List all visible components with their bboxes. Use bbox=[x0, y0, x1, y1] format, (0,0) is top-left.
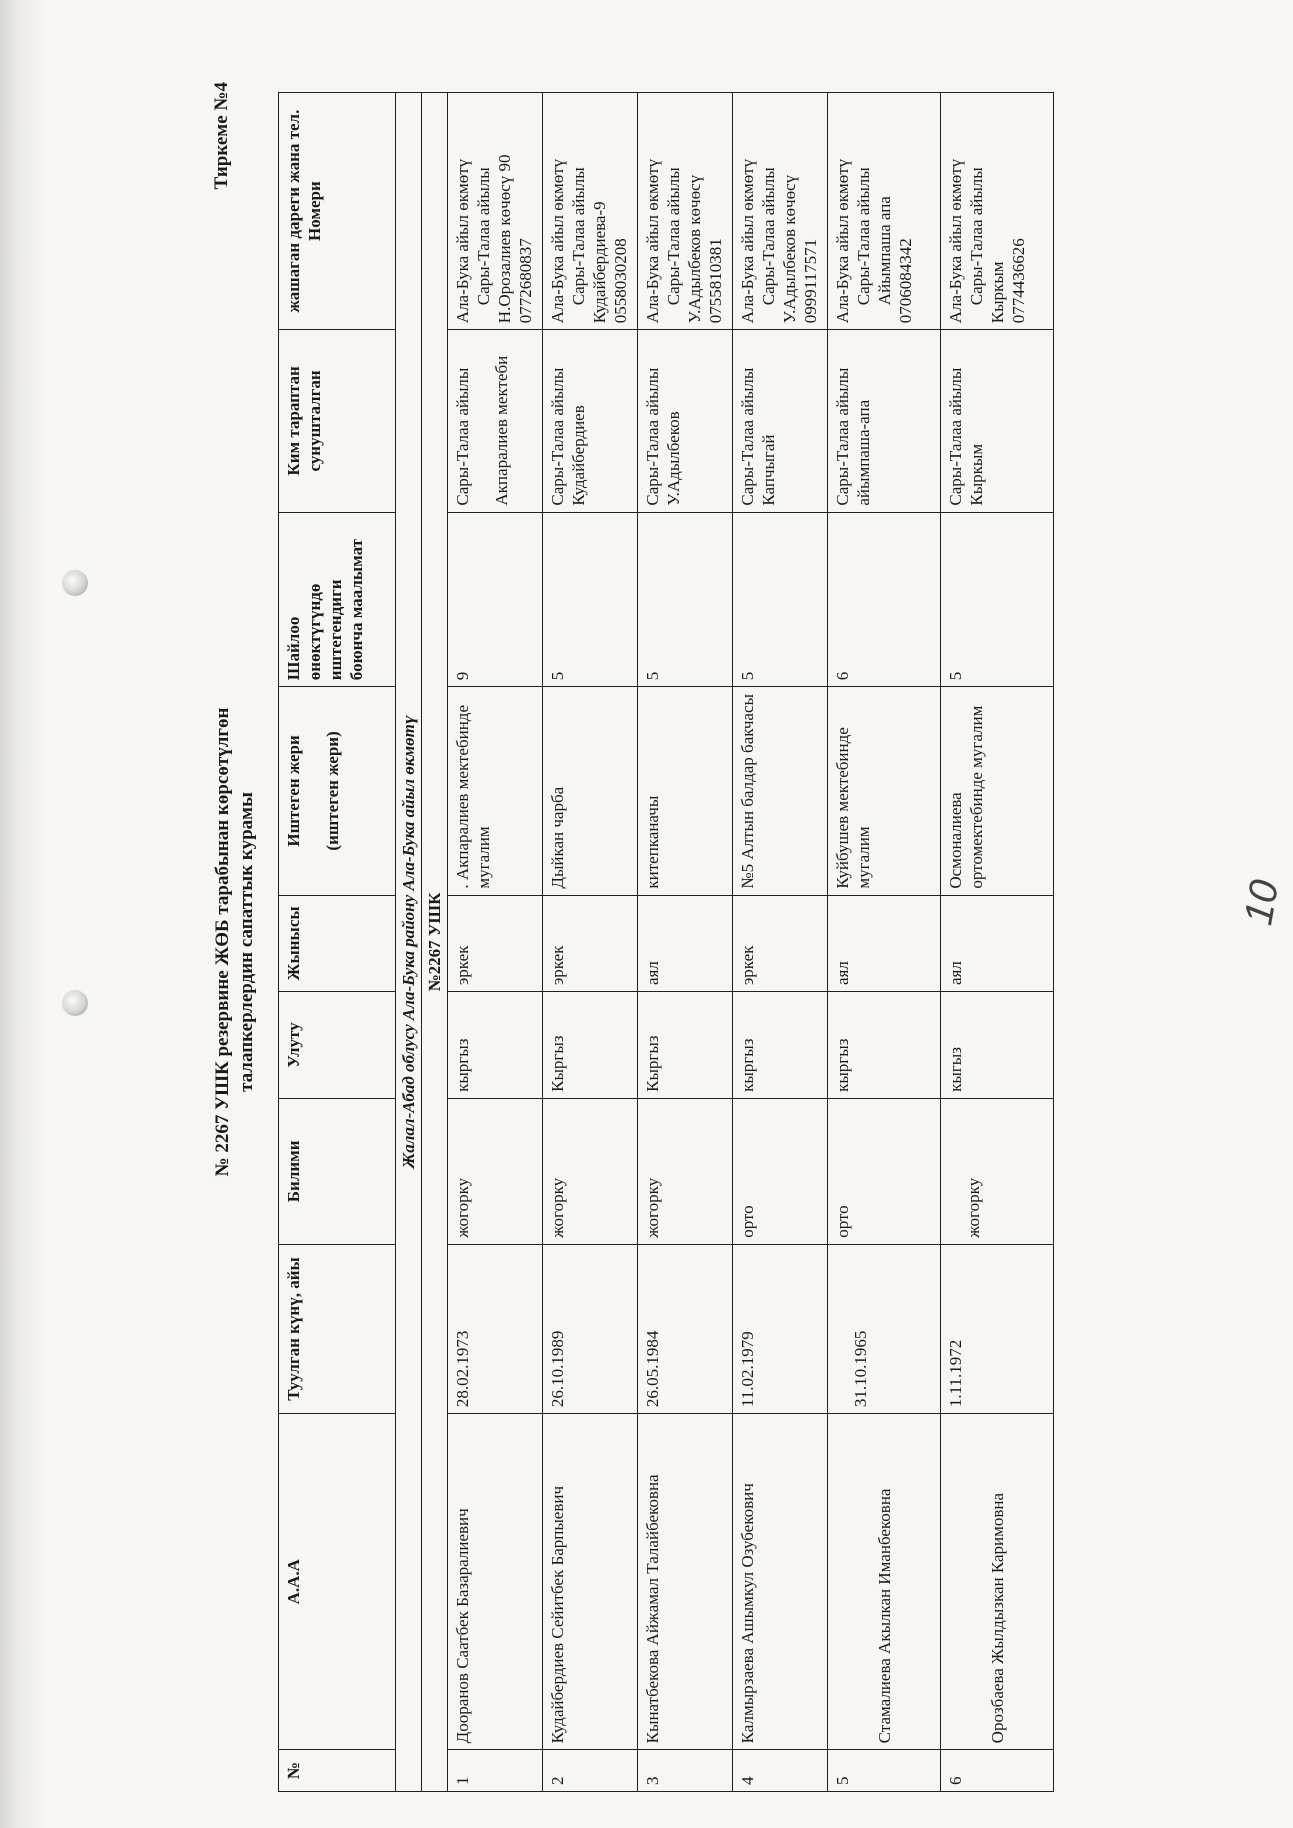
nominated-line: У.Адылбеков bbox=[664, 411, 683, 506]
gender: эркек bbox=[448, 895, 543, 991]
header-address: жашаган дареги жана тел. Номери bbox=[279, 93, 396, 330]
header-election-info: Шайлоо өнөктүгүндө иштегендиги боюнча маалымат bbox=[279, 512, 396, 687]
nominated-line: Кыркым bbox=[967, 443, 986, 506]
table-row bbox=[638, 93, 733, 1792]
address-line: Сары-Талаа айылы bbox=[967, 167, 986, 306]
candidates-table bbox=[278, 92, 1054, 1792]
person-name bbox=[941, 1414, 1054, 1750]
nominated-by bbox=[828, 330, 941, 512]
address bbox=[543, 93, 638, 330]
punch-hole bbox=[62, 570, 88, 596]
phone-number: 0755810381 bbox=[706, 238, 725, 324]
header-name: А.А.А bbox=[279, 1414, 396, 1750]
address-line: У.Адылбеков көчөсү bbox=[780, 174, 799, 324]
address-line: Н.Орозалиев көчөсү 90 bbox=[495, 154, 514, 324]
election-info: 6 bbox=[828, 512, 941, 687]
education: орто bbox=[733, 1098, 828, 1244]
birth-date: 31.10.1965 bbox=[828, 1244, 941, 1413]
address-line: Ала-Бука айыл өкмөтү bbox=[833, 158, 852, 324]
address-line: Сары-Талаа айылы bbox=[569, 167, 588, 306]
address bbox=[448, 93, 543, 330]
table-row bbox=[828, 93, 941, 1792]
workplace: Осмоналиева ортомектебинде мугалим bbox=[941, 687, 1054, 895]
scan-shadow bbox=[0, 0, 48, 1828]
address-line: Кыркым bbox=[988, 261, 1007, 324]
nominated-by bbox=[733, 330, 828, 512]
nominated-line: Сары-Талаа айылы bbox=[946, 367, 965, 506]
education: жогорку bbox=[448, 1098, 543, 1244]
person-name: Калмырзаева Ашымкул Озубекович bbox=[733, 1414, 828, 1750]
appendix-label: Тиркеме №4 bbox=[211, 82, 232, 190]
address-line: Ала-Бука айыл өкмөтү bbox=[946, 158, 965, 324]
row-number: 5 bbox=[828, 1750, 941, 1792]
address bbox=[733, 93, 828, 330]
person-name-text: Стамалиева Акылкан Иманбековна bbox=[874, 1488, 894, 1744]
nominated-by bbox=[638, 330, 733, 512]
address-line: Кудайбердиева-9 bbox=[590, 201, 609, 324]
header-workplace bbox=[279, 687, 396, 895]
person-name bbox=[828, 1414, 941, 1750]
handwritten-page-number: 10 bbox=[1236, 876, 1288, 929]
table-row bbox=[733, 93, 828, 1792]
nominated-by bbox=[543, 330, 638, 512]
nominated-line: Капчыгай bbox=[759, 434, 778, 506]
nominated-by bbox=[941, 330, 1054, 512]
header-row bbox=[279, 93, 396, 1792]
person-name: Дооранов Саатбек Базаралиевич bbox=[448, 1414, 543, 1750]
election-info: 5 bbox=[638, 512, 733, 687]
ethnicity: кыргыз bbox=[828, 992, 941, 1099]
row-number: 2 bbox=[543, 1750, 638, 1792]
commission-row bbox=[422, 93, 448, 1792]
phone-number: 0558030208 bbox=[611, 238, 630, 324]
address bbox=[828, 93, 941, 330]
workplace: . Акпаралиев мектебинде мугалим bbox=[448, 687, 543, 895]
ethnicity: Кыргыз bbox=[638, 992, 733, 1099]
birth-date: 26.10.1989 bbox=[543, 1244, 638, 1413]
workplace: китепканачы bbox=[638, 687, 733, 895]
address-line: Сары-Талаа айылы bbox=[664, 167, 683, 306]
address bbox=[638, 93, 733, 330]
address-line: Ала-Бука айыл өкмөтү bbox=[453, 158, 472, 324]
birth-date: 26.05.1984 bbox=[638, 1244, 733, 1413]
ethnicity: Кыргыз bbox=[543, 992, 638, 1099]
nominated-line: Сары-Талаа айылы bbox=[833, 367, 852, 506]
phone-number: 0706084342 bbox=[896, 238, 915, 324]
election-info: 5 bbox=[941, 512, 1054, 687]
row-number: 1 bbox=[448, 1750, 543, 1792]
ethnicity: кыргыз bbox=[448, 992, 543, 1099]
address-line: У.Адылбеков көчөсү bbox=[685, 174, 704, 324]
rotated-document bbox=[193, 62, 1073, 1822]
address-line: Ала-Бука айыл өкмөтү bbox=[548, 158, 567, 324]
person-name: Кынатбекова Айжамал Талайбековна bbox=[638, 1414, 733, 1750]
gender: эркек bbox=[733, 895, 828, 991]
address-line: Ала-Бука айыл өкмөтү bbox=[643, 158, 662, 324]
workplace: Куйбушев мектебинде мугалим bbox=[828, 687, 941, 895]
table-row bbox=[448, 93, 543, 1792]
row-number: 3 bbox=[638, 1750, 733, 1792]
header-nominated-by: Ким тараптан сунушталган bbox=[279, 330, 396, 512]
title-line-1: № 2267 УШК резервине ЖӨБ тарабынан көрсөтүлгөн bbox=[212, 707, 233, 1177]
nominated-by bbox=[448, 330, 543, 512]
gender: аял bbox=[638, 895, 733, 991]
election-info: 5 bbox=[733, 512, 828, 687]
education: жогорку bbox=[543, 1098, 638, 1244]
workplace: №5 Алтын балдар бакчасы bbox=[733, 687, 828, 895]
header-workplace-sub: (иштеген жери) bbox=[323, 731, 342, 851]
birth-date: 11.02.1979 bbox=[733, 1244, 828, 1413]
header-gender: Жынысы bbox=[279, 895, 396, 991]
title-line-2: талапкерлердин сапаттык курамы bbox=[236, 792, 257, 1092]
header-birth: Туулган күнү, айы bbox=[279, 1244, 396, 1413]
commission-label: №2267 УШК bbox=[422, 93, 448, 1792]
birth-date: 1.11.1972 bbox=[941, 1244, 1054, 1413]
education: жогорку bbox=[941, 1098, 1054, 1244]
nominated-line: айымпаша-апа bbox=[854, 399, 873, 506]
education: орто bbox=[828, 1098, 941, 1244]
nominated-line: Сары-Талаа айылы bbox=[548, 367, 567, 506]
nominated-line: Кудайбердиев bbox=[569, 405, 588, 506]
gender: аял bbox=[941, 895, 1054, 991]
header-education: Билими bbox=[279, 1098, 396, 1244]
ethnicity: кыргыз bbox=[733, 992, 828, 1099]
gender: эркек bbox=[543, 895, 638, 991]
table-row bbox=[941, 93, 1054, 1792]
punch-hole bbox=[62, 990, 88, 1016]
nominated-line: Сары-Талаа айылы bbox=[453, 367, 472, 506]
document-title bbox=[211, 62, 259, 1822]
education: жогорку bbox=[638, 1098, 733, 1244]
header-num: № bbox=[279, 1750, 396, 1792]
person-name: Кудайбердиев Сейитбек Барпыевич bbox=[543, 1414, 638, 1750]
header-ethnicity: Улуту bbox=[279, 992, 396, 1099]
workplace: Дыйкан чарба bbox=[543, 687, 638, 895]
person-name-text: Орозбаева Жылдызкан Каримовна bbox=[987, 1492, 1007, 1744]
election-info: 9 bbox=[448, 512, 543, 687]
nominated-line: Акпаралиев мектеби bbox=[492, 355, 511, 506]
address-line: Айымпаша апа bbox=[875, 196, 894, 306]
nominated-line: Сары-Талаа айылы bbox=[643, 367, 662, 506]
phone-number: 0999117571 bbox=[801, 238, 820, 324]
region-label: Жалал-Абад облусу Ала-Бука району Ала-Бука айыл өкмөтү bbox=[396, 93, 422, 1792]
address-line: Сары-Талаа айылы bbox=[854, 167, 873, 306]
header-workplace-main: Иштеген жери bbox=[284, 735, 303, 847]
nominated-line: Сары-Талаа айылы bbox=[738, 367, 757, 506]
address bbox=[941, 93, 1054, 330]
ethnicity: кыгыз bbox=[941, 992, 1054, 1099]
row-number: 4 bbox=[733, 1750, 828, 1792]
address-line: Ала-Бука айыл өкмөтү bbox=[738, 158, 757, 324]
row-number: 6 bbox=[941, 1750, 1054, 1792]
address-line: Сары-Талаа айылы bbox=[474, 167, 493, 306]
phone-number: 0774436626 bbox=[1009, 238, 1028, 324]
gender: аял bbox=[828, 895, 941, 991]
election-info: 5 bbox=[543, 512, 638, 687]
birth-date: 28.02.1973 bbox=[448, 1244, 543, 1413]
address-line: Сары-Талаа айылы bbox=[759, 167, 778, 306]
phone-number: 0772680837 bbox=[516, 238, 535, 324]
region-row bbox=[396, 93, 422, 1792]
table-row bbox=[543, 93, 638, 1792]
